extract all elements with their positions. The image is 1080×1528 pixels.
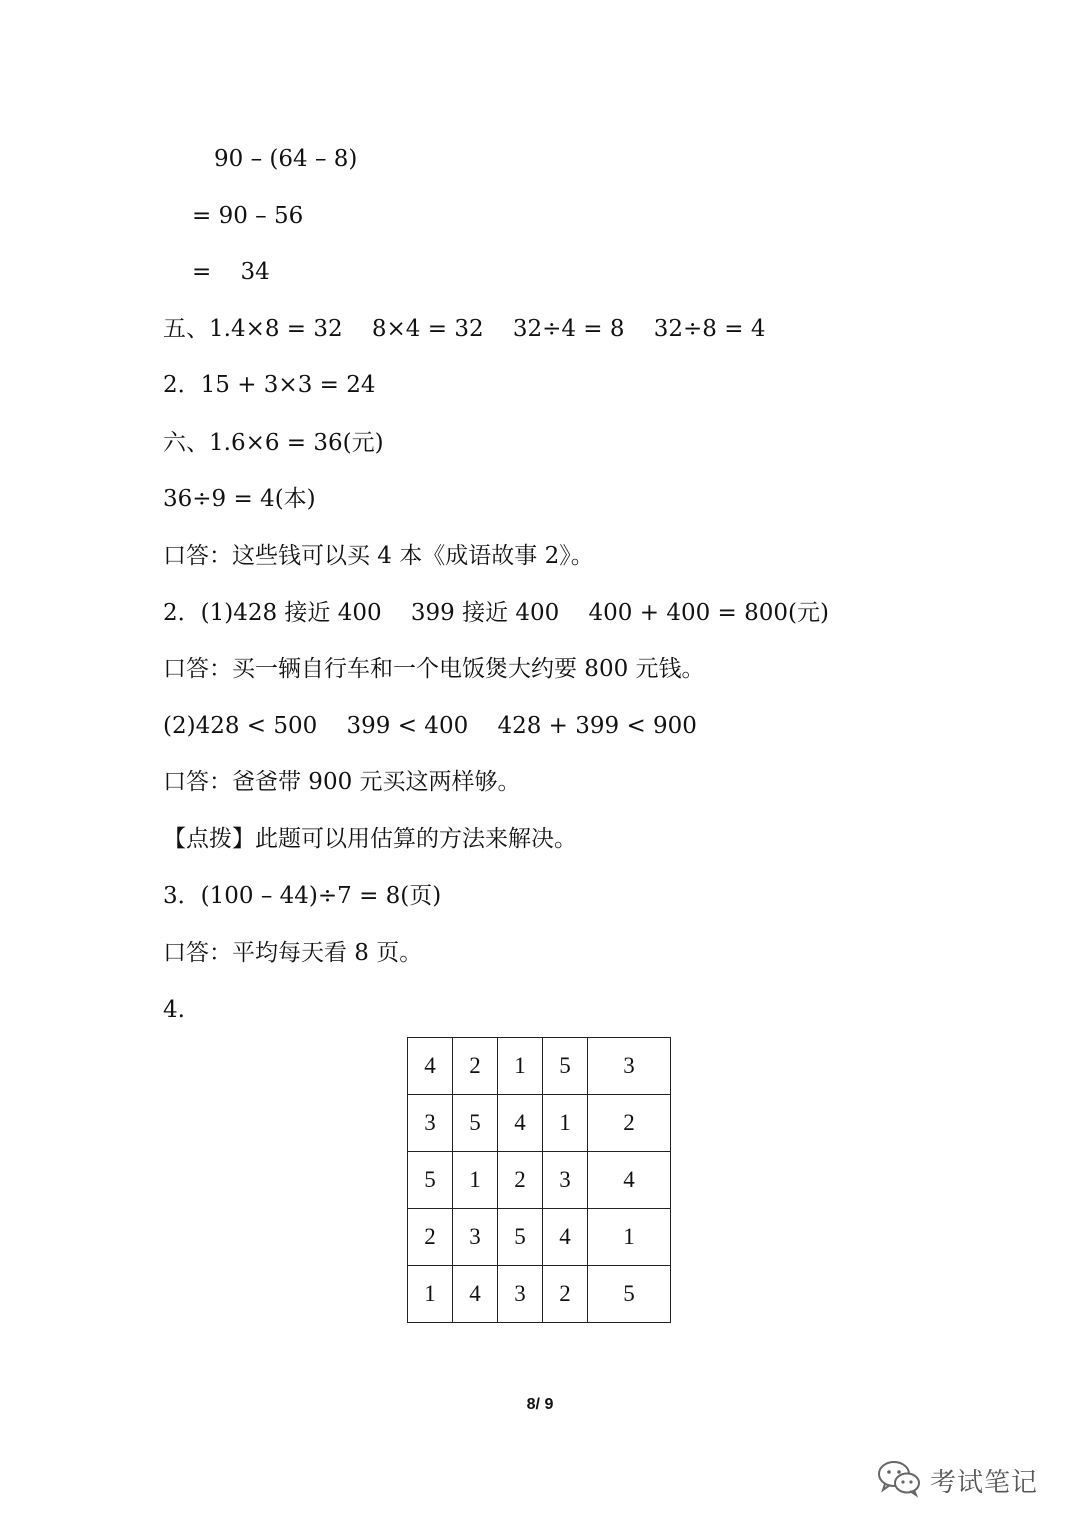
grid-cell: 5 bbox=[408, 1152, 453, 1209]
section-6-q4-label: 4. bbox=[163, 997, 185, 1023]
grid-cell: 2 bbox=[408, 1209, 453, 1266]
section-6-q1-step2: 36÷9 = 4(本) bbox=[163, 486, 316, 512]
grid-cell: 5 bbox=[453, 1095, 498, 1152]
grid-cell: 3 bbox=[453, 1209, 498, 1266]
section-6-q2-part1: 2．(1)428 接近 400 399 接近 400 400 + 400 = 800(元) bbox=[163, 600, 829, 626]
grid-cell: 5 bbox=[498, 1209, 543, 1266]
calc-line-2: = 90 – 56 bbox=[192, 203, 304, 229]
grid-cell: 5 bbox=[588, 1266, 671, 1323]
grid-cell: 1 bbox=[588, 1209, 671, 1266]
number-grid bbox=[407, 1037, 671, 1323]
section-6-q1: 六、1.6×6 = 36(元) bbox=[163, 430, 384, 456]
grid-row bbox=[408, 1038, 671, 1095]
section-6-q2-part2: (2)428 < 500 399 < 400 428 + 399 < 900 bbox=[163, 713, 697, 739]
grid-cell: 2 bbox=[543, 1266, 588, 1323]
grid-cell: 4 bbox=[543, 1209, 588, 1266]
grid-cell: 1 bbox=[498, 1038, 543, 1095]
section-6-q1-answer: 口答：这些钱可以买 4 本《成语故事 2》。 bbox=[163, 543, 594, 569]
grid-cell: 5 bbox=[543, 1038, 588, 1095]
grid-cell: 2 bbox=[453, 1038, 498, 1095]
grid-cell: 4 bbox=[498, 1095, 543, 1152]
grid-row bbox=[408, 1095, 671, 1152]
grid-row bbox=[408, 1209, 671, 1266]
grid-row bbox=[408, 1266, 671, 1323]
grid-cell: 4 bbox=[588, 1152, 671, 1209]
grid-cell: 1 bbox=[543, 1095, 588, 1152]
grid-cell: 1 bbox=[408, 1266, 453, 1323]
grid-cell: 4 bbox=[408, 1038, 453, 1095]
grid-cell: 4 bbox=[453, 1266, 498, 1323]
wechat-icon bbox=[876, 1458, 922, 1502]
calc-line-3: = 34 bbox=[192, 259, 270, 285]
section-5-q1: 五、1.4×8 = 32 8×4 = 32 32÷4 = 8 32÷8 = 4 bbox=[163, 316, 766, 342]
grid-cell: 2 bbox=[588, 1095, 671, 1152]
grid-cell: 3 bbox=[588, 1038, 671, 1095]
section-5-q2: 2．15 + 3×3 = 24 bbox=[163, 372, 376, 398]
section-6-q2-part1-answer: 口答：买一辆自行车和一个电饭煲大约要 800 元钱。 bbox=[163, 656, 705, 682]
grid-cell: 3 bbox=[408, 1095, 453, 1152]
grid-cell: 1 bbox=[453, 1152, 498, 1209]
grid-cell: 2 bbox=[498, 1152, 543, 1209]
section-6-q3-answer: 口答：平均每天看 8 页。 bbox=[163, 940, 423, 966]
grid-cell: 3 bbox=[498, 1266, 543, 1323]
section-6-q2-part2-answer: 口答：爸爸带 900 元买这两样够。 bbox=[163, 769, 521, 795]
page-number: 8/ 9 bbox=[526, 1396, 554, 1413]
watermark-text: 考试笔记 bbox=[930, 1467, 1039, 1498]
section-6-q3: 3．(100 – 44)÷7 = 8(页) bbox=[163, 883, 442, 909]
grid-cell: 3 bbox=[543, 1152, 588, 1209]
grid-row bbox=[408, 1152, 671, 1209]
calc-line-1: 90 – (64 – 8) bbox=[214, 146, 358, 172]
hint-line: 【点拨】此题可以用估算的方法来解决。 bbox=[163, 826, 577, 852]
watermark bbox=[876, 1460, 1038, 1500]
